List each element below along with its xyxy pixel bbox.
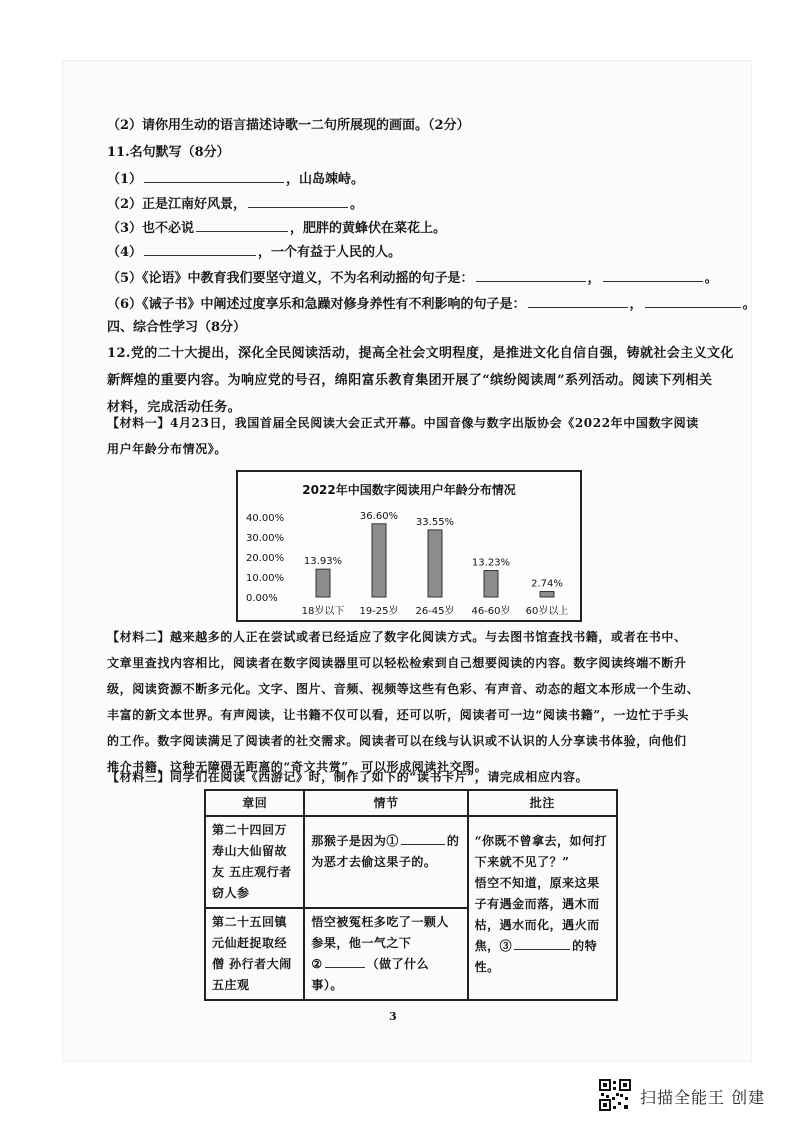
answer-blank[interactable] [528,296,628,308]
answer-blank[interactable] [196,220,288,232]
q11-item-5: （5）《论语》中教育我们要坚守道义，不为名利动摇的句子是： ， 。 [107,271,718,286]
x-tick-label: 46-60岁 [471,606,511,617]
note-cell: “你既不曾拿去，如何打下来就不见了？” 悟空不知道，原来这果子有遇金而落，遇木而枯，遇水而化，遇火而焦，③ 的特性。 [468,816,617,1000]
header-note: 批注 [468,790,617,816]
answer-blank[interactable] [248,196,348,208]
y-tick-label: 0.00% [246,593,278,604]
q11-item-4: （4） ，一个有益于人民的人。 [107,245,402,260]
q11-item-1: （1） ，山岛竦峙。 [107,172,365,187]
bar [540,592,554,597]
chapter-cell: 第二十五回镇元仙赶捉取经僧 孙行者大闹五庄观 [205,908,304,1000]
bar [428,530,442,597]
plot-cell: 那猴子是因为① 的为恶才去偷这果子的。 [304,816,467,908]
material-1-text: 【材料一】4月23日，我国首届全民阅读大会正式开幕。中国音像与数字出版协会《2022年中国数字阅读 用户年龄分布情况》。 [107,416,699,456]
plot-cell: 悟空被冤枉多吃了一颗人参果，他一气之下 ② （做了什么事）。 [304,908,467,1000]
material-2-text: 【材料二】越来越多的人正在尝试或者已经适应了数字化阅读方式。与去图书馆查找书籍，或者在书中、 文章里查找内容相比，阅读者在数字阅读器里可以轻松检索到自己想要阅读的内容。数字阅读终端不断升 级，阅读资源不断多元化。文字、图片、音频、视频等这些有色彩、有声音、动态的超文本形成一个生动、 丰富的新文本世界。有声阅读，让书籍不仅可以看，还可以听，阅读者可一边“阅读书籍”，一边忙于手头 的工作。数字阅读满足了阅读者的社交需求。阅读者可以在线与认识或不认识的人分享读书体验，向他们 推介书籍，这种无障碍无距离的“奇文共赏”，可以形成阅读社交图。 [107,630,700,774]
answer-blank-2[interactable] [325,956,365,968]
reading-card-table [204,789,618,1001]
table-row [205,816,617,908]
data-label: 2.74% [531,578,563,590]
y-tick-label: 20.00% [246,553,285,564]
data-label: 13.93% [303,556,343,568]
answer-blank[interactable] [144,244,256,256]
answer-blank[interactable] [144,171,284,183]
chapter-cell: 第二十四回万寿山大仙留故友 五庄观行者窃人参 [205,816,304,908]
answer-blank[interactable] [645,296,741,308]
x-tick-label: 19-25岁 [359,606,399,617]
page-number: 3 [389,1010,397,1023]
table-header-row [205,790,617,816]
section-4-title: 四、综合性学习（8分） [107,320,247,335]
answer-blank-1[interactable] [401,833,445,845]
age-distribution-chart [236,470,582,622]
header-chapter: 章回 [205,790,304,816]
chart-title: 2022年中国数字阅读用户年龄分布情况 [302,483,516,497]
answer-blank-3[interactable] [514,938,570,950]
material-3-intro: 【材料三】同学们在阅读《西游记》时，制作了如下的“读书卡片”，请完成相应内容。 [107,770,589,784]
y-tick-label: 40.00% [246,513,285,524]
q11-item-2: （2）正是江南好风景， 。 [107,197,364,212]
data-label: 13.23% [471,557,511,569]
y-tick-label: 10.00% [246,573,285,584]
answer-blank[interactable] [476,270,586,282]
bar [372,524,386,597]
answer-blank[interactable] [603,270,703,282]
data-label: 33.55% [415,516,455,528]
q11-item-6: （6）《诫子书》中阐述过度享乐和急躁对修身养性有不利影响的句子是： ， 。 [107,297,756,312]
chart-canvas [238,472,580,620]
q11-item-3: （3）也不必说 ，肥胖的黄蜂伏在菜花上。 [107,221,447,236]
x-tick-label: 26-45岁 [415,606,455,617]
question-11-title: 11.名句默写（8分） [107,145,230,160]
header-plot: 情节 [304,790,467,816]
bar [484,571,498,597]
question-12-text: 12.党的二十大提出，深化全民阅读活动，提高全社会文明程度，是推进文化自信自强，铸就社会主义文化 新辉煌的重要内容。为响应党的号召，绵阳富乐教育集团开展了“缤纷阅读周”系列活动。阅读下列相关 材料，完成活动任务。 [107,346,734,415]
data-label: 36.60% [359,510,399,522]
x-tick-label: 18岁以下 [301,606,345,617]
watermark-text: 扫描全能王 创建 [640,1088,766,1107]
scanner-watermark [598,1078,778,1114]
y-tick-label: 30.00% [246,533,285,544]
question-10-2: （2）请你用生动的语言描述诗歌一二句所展现的画面。（2分） [107,118,470,133]
bar [316,569,330,597]
qr-code-icon [598,1078,632,1112]
x-tick-label: 60岁以上 [525,606,569,617]
